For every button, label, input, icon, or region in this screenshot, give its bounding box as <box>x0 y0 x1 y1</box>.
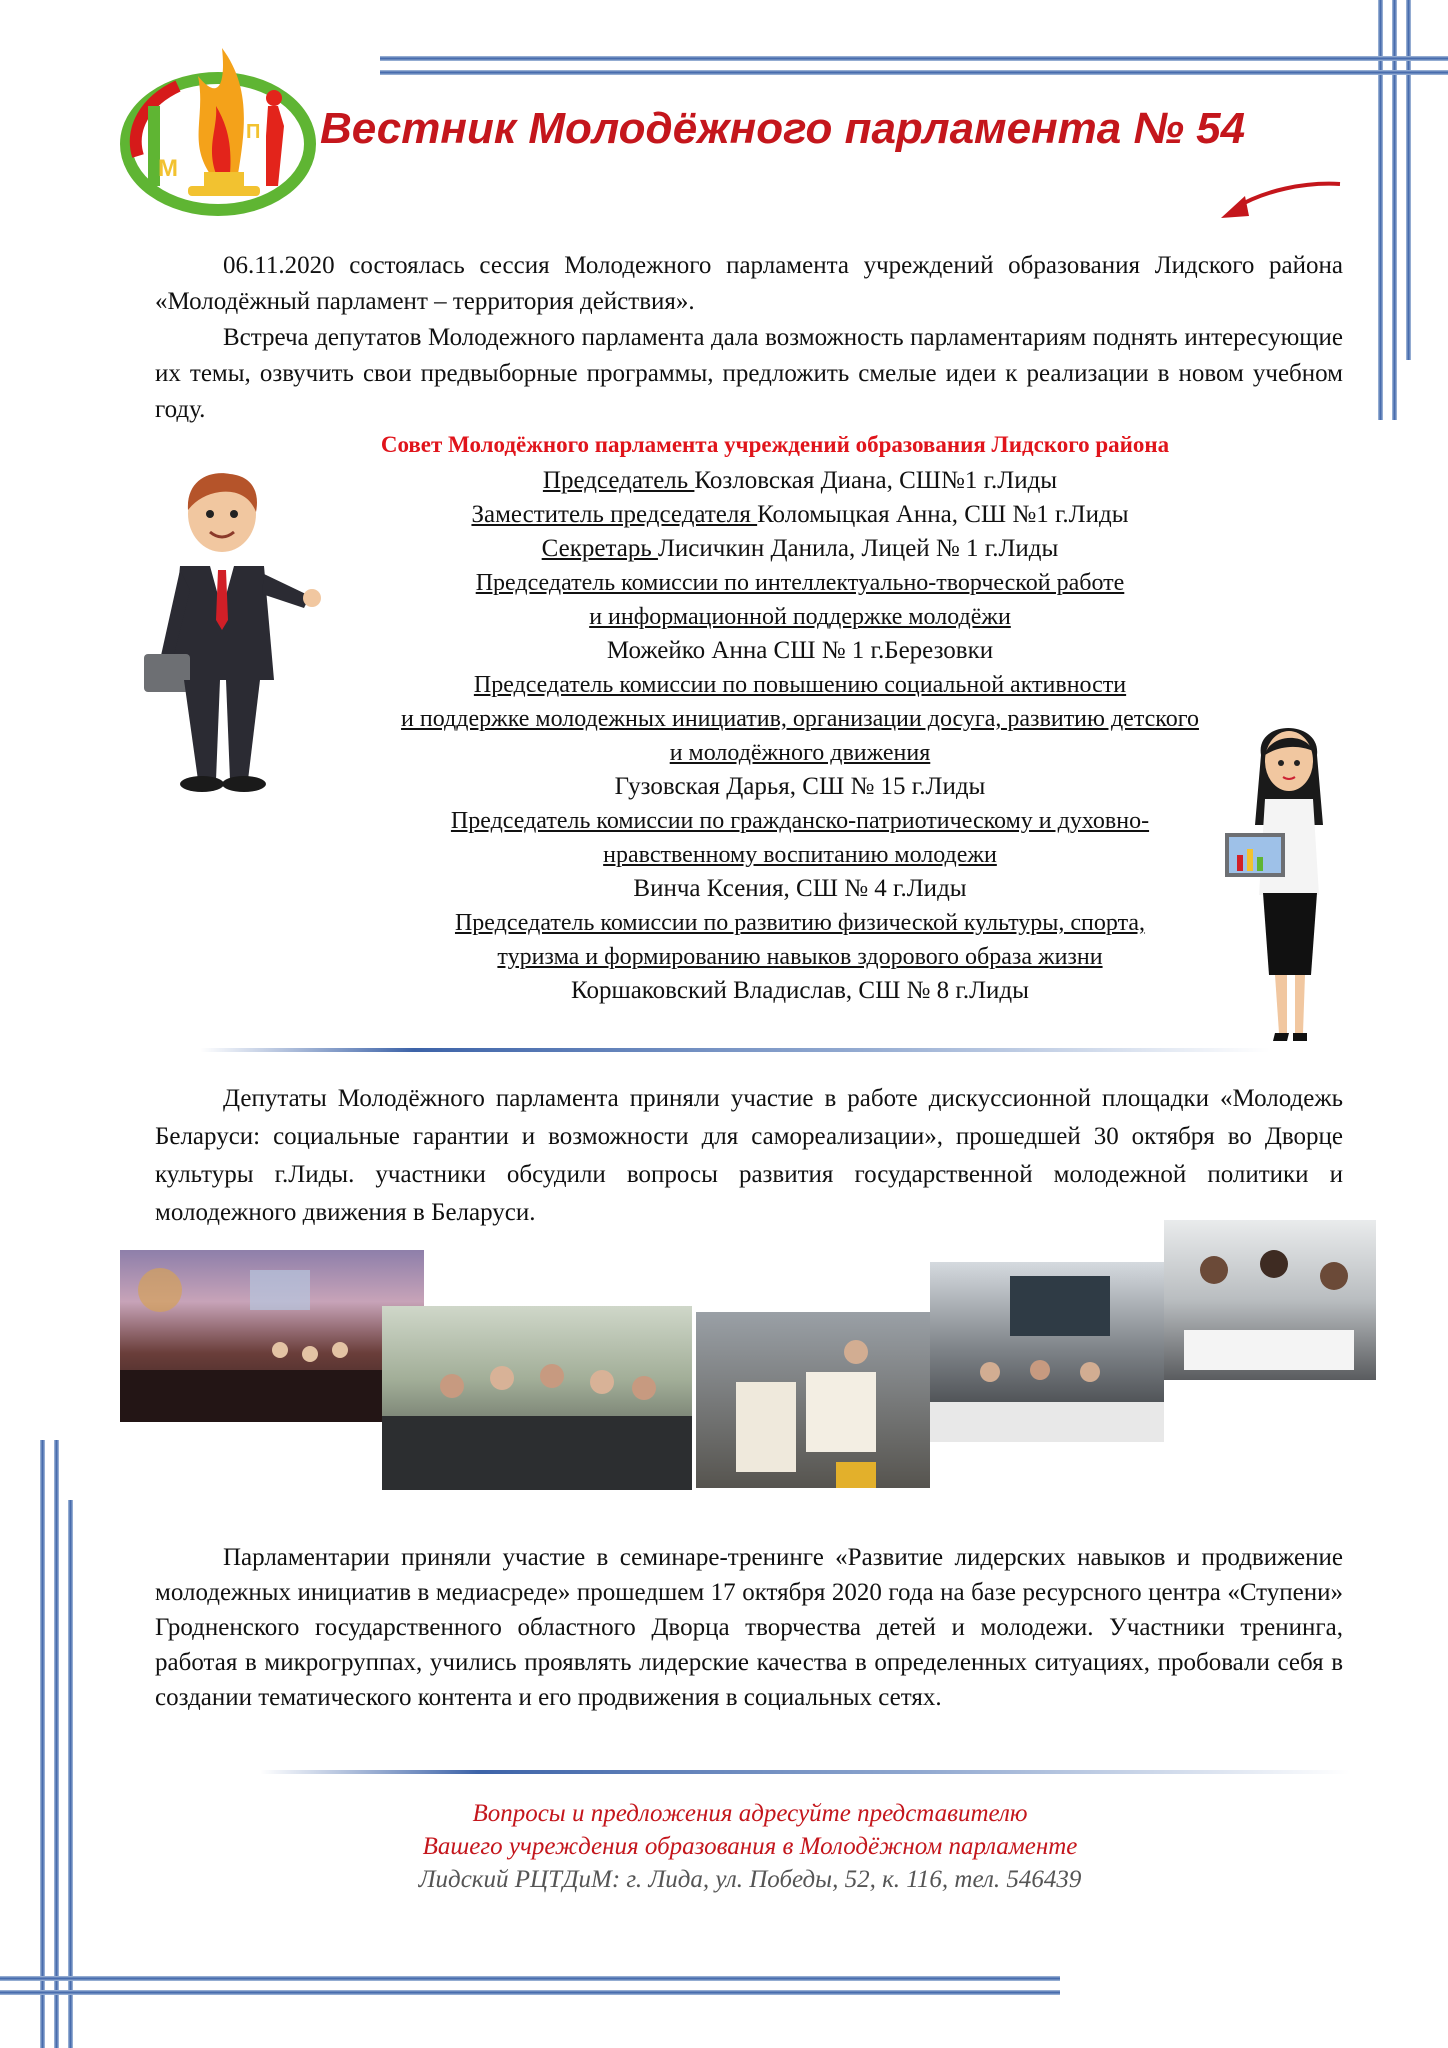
intro-paragraph-2: Встреча депутатов Молодежного парламента дала возможность парламентариям поднять интересующие их темы, озвучить свои предвыборные программы, предложить смелые идеи к реализации в новом учебном году. <box>155 324 1343 423</box>
parliament-logo <box>118 46 318 226</box>
role-label: Заместитель председателя <box>471 501 758 528</box>
commission-3-role: Председатель комиссии по гражданско-патриотическому и духовно- <box>450 808 1150 834</box>
news-paragraph-1: Депутаты Молодёжного парламента приняли участие в работе дискуссионной площадки «Молодежь Беларуси: социальные гарантии и возможности для самореализации», прошедшей 30 октября во Дворце культуры г.Лиды. участники обсудили вопросы развития государственной молодежной политики и молодежного движения в Беларуси. <box>155 1085 1343 1226</box>
council-chair <box>250 464 1350 498</box>
commission-3-role-line2: нравственному воспитанию молодежи <box>603 842 997 868</box>
commission-2-role-line2: и поддержке молодежных инициатив, организации досуга, развитию детского <box>401 706 1199 732</box>
footer-address: Лидский РЦТДиМ: г. Лида, ул. Победы, 52, к. 116, тел. 546439 <box>418 1866 1082 1893</box>
svg-text:П: П <box>246 121 261 143</box>
svg-text:М: М <box>158 155 178 182</box>
commission-4-role: Председатель комиссии по развитию физической культуры, спорта, <box>454 910 1146 936</box>
businesswoman-illustration <box>1225 715 1355 1050</box>
intro-paragraph-1: 06.11.2020 состоялась сессия Молодежного парламента учреждений образования Лидского района «Молодёжный парламент – территория действия». <box>155 252 1343 315</box>
photo-workshop <box>1164 1220 1376 1380</box>
news-paragraph-2: Парламентарии приняли участие в семинаре-тренинге «Развитие лидерских навыков и продвижение молодежных инициатив в медиасреде» прошедшем 17 октября 2020 года на базе ресурсного центра «Ступени» Гродненского государственного областного Дворца творчества детей и молодежи. Участники тренинга, работая в микрогруппах, учились проявлять лидерские качества в определенных ситуациях, пробовали себя в создании тематического контента и его продвижения в социальных сетях. <box>155 1544 1343 1711</box>
photo-hall-stage <box>120 1250 424 1422</box>
arrow-icon <box>1215 178 1345 228</box>
footer-line-2: Вашего учреждения образования в Молодёжном парламенте <box>422 1833 1078 1860</box>
commission-2-role-line3: и молодёжного движения <box>669 740 931 766</box>
role-label: Председатель <box>542 467 695 494</box>
commission-4-name: Коршаковский Владислав, СШ № 8 г.Лиды <box>571 977 1029 1004</box>
council-heading: Совет Молодёжного парламента учреждений образования Лидского района <box>380 432 1170 457</box>
council-list <box>250 464 1350 1008</box>
commission-2-role: Председатель комиссии по повышению социальной активности <box>473 672 1127 698</box>
businessman-illustration <box>140 470 340 800</box>
member-name: Лисичкин Данила, Лицей № 1 г.Лиды <box>657 535 1059 562</box>
council-secretary <box>250 532 1350 566</box>
photo-classroom <box>930 1262 1164 1442</box>
commission-1-role-line2: и информационной поддержке молодёжи <box>589 604 1011 630</box>
commission-1-name: Можейко Анна СШ № 1 г.Березовки <box>606 637 994 664</box>
photo-audience <box>382 1306 692 1490</box>
council-deputy <box>250 498 1350 532</box>
commission-3-name: Винча Ксения, СШ № 4 г.Лиды <box>633 875 967 902</box>
member-name: Козловская Диана, СШ№1 г.Лиды <box>694 467 1058 494</box>
commission-2-name: Гузовская Дарья, СШ № 15 г.Лиды <box>614 773 986 800</box>
member-name: Коломыцкая Анна, СШ №1 г.Лиды <box>757 501 1129 528</box>
commission-4-role-line2: туризма и формированию навыков здорового образа жизни <box>497 944 1103 970</box>
commission-1-role: Председатель комиссии по интеллектуально-творческой работе <box>475 570 1125 596</box>
page-title: Вестник Молодёжного парламента № 54 <box>320 104 1246 153</box>
contact-footer <box>250 1797 1250 1896</box>
photo-posters <box>696 1312 930 1488</box>
footer-line-1: Вопросы и предложения адресуйте представителю <box>472 1800 1028 1827</box>
role-label: Секретарь <box>541 535 658 562</box>
